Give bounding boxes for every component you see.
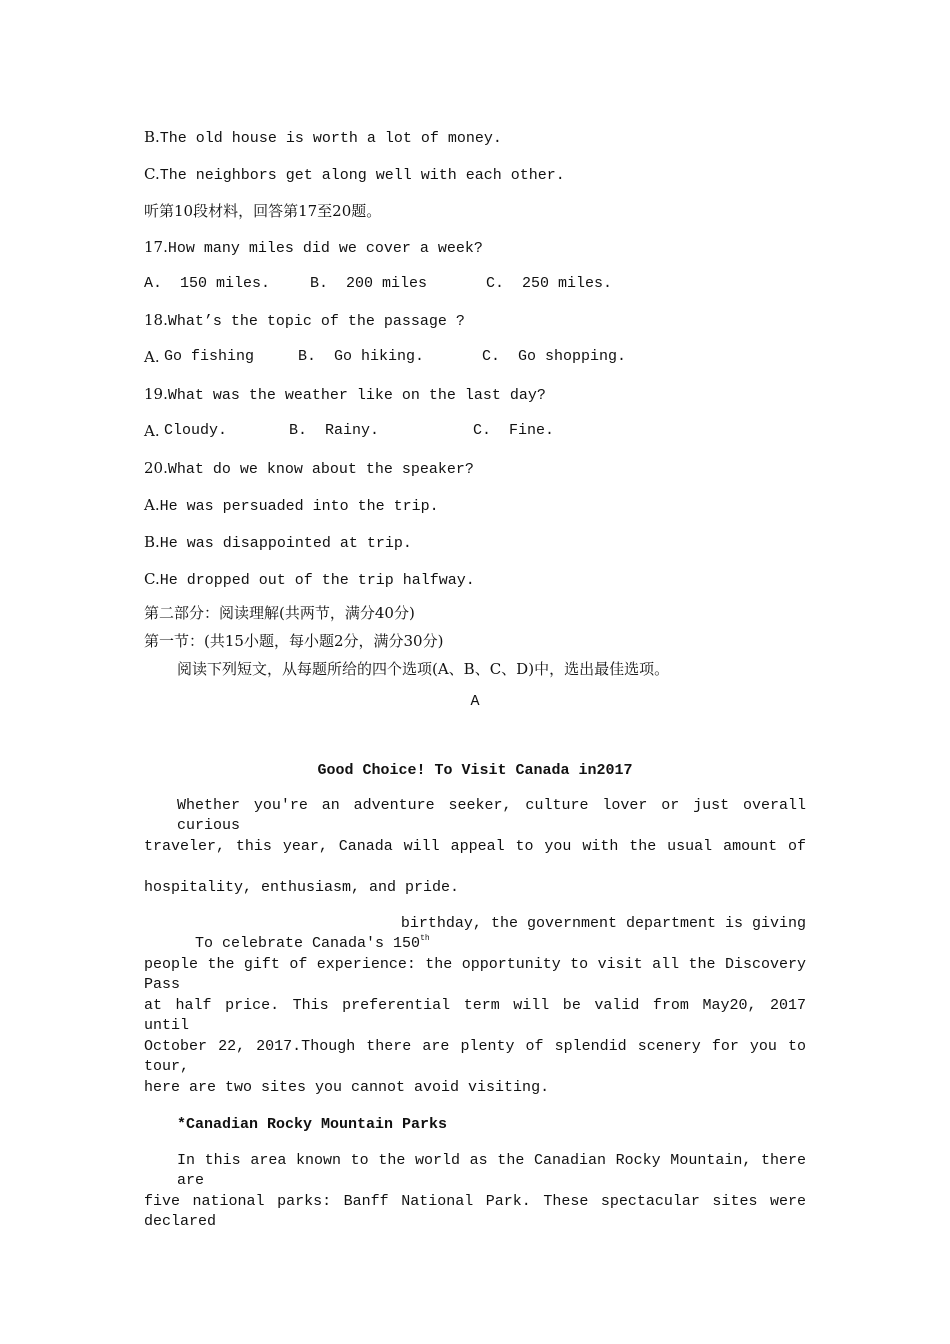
part2-heading: 第二部分：阅读理解(共两节，满分40分) xyxy=(144,604,415,622)
passage-letter: A xyxy=(470,693,480,710)
option-label: B. xyxy=(144,128,160,146)
q19-options xyxy=(144,421,806,441)
section1-heading: 第一节：(共15小题，每小题2分，满分30分) xyxy=(144,632,444,650)
q18-options xyxy=(144,347,806,367)
q19-option-b: B. Rainy. xyxy=(289,422,380,439)
q18-option-a-text: Go fishing xyxy=(164,348,255,365)
q20-option-b xyxy=(144,532,412,554)
q16-option-c xyxy=(144,164,565,186)
option-text: The old house is worth a lot of money. xyxy=(159,130,502,147)
q17-option-b: B. 200 miles xyxy=(310,275,428,292)
option-text: He was persuaded into the trip. xyxy=(159,498,439,515)
p3-line1: In this area known to the world as the Canadian Rocky Mountain, there are xyxy=(177,1152,806,1189)
q20-option-a xyxy=(144,495,439,517)
q18-option-a-label: A. xyxy=(144,348,160,366)
subheading-rocky-mountain: *Canadian Rocky Mountain Parks xyxy=(177,1116,448,1133)
q16-option-b xyxy=(144,127,502,149)
q19-option-a-label: A. xyxy=(144,422,160,440)
question-text: What do we know about the speaker? xyxy=(167,461,474,478)
p3-line2: five national parks: Banff National Park. These spectacular sites were declared xyxy=(144,1193,806,1230)
q19-option-a-text: Cloudy. xyxy=(164,422,228,439)
question-number: 17. xyxy=(144,238,168,256)
q17-option-a: A. 150 miles. xyxy=(144,275,271,292)
p1-line1: Whether you're an adventure seeker, culture lover or just overall curious xyxy=(177,797,806,834)
question-19 xyxy=(144,384,546,406)
q17-options xyxy=(144,274,806,294)
question-20 xyxy=(144,458,474,480)
q18-option-c: C. Go shopping. xyxy=(482,348,627,365)
question-text: How many miles did we cover a week? xyxy=(167,240,483,257)
option-label: B. xyxy=(144,533,160,551)
p2-line1-a: To celebrate Canada's 150 xyxy=(195,935,421,952)
q20-option-c xyxy=(144,569,475,591)
option-label: A. xyxy=(144,496,160,514)
q18-option-b: B. Go hiking. xyxy=(298,348,425,365)
p2-line3: at half price. This preferential term will be valid from May20, 2017 until xyxy=(144,997,806,1034)
option-label: C. xyxy=(144,165,160,183)
question-18 xyxy=(144,310,465,332)
option-text: He was disappointed at trip. xyxy=(159,535,412,552)
option-label: C. xyxy=(144,570,160,588)
option-text: He dropped out of the trip halfway. xyxy=(159,572,475,589)
question-number: 20. xyxy=(144,459,168,477)
p1-line2: traveler, this year, Canada will appeal to you with the usual amount of xyxy=(144,838,806,855)
question-17 xyxy=(144,237,483,259)
q19-option-c: C. Fine. xyxy=(473,422,555,439)
section10-instruction: 听第10段材料，回答第17至20题。 xyxy=(144,202,382,220)
question-number: 19. xyxy=(144,385,168,403)
p1-line3: hospitality, enthusiasm, and pride. xyxy=(144,879,460,896)
article-title: Good Choice! To Visit Canada in2017 xyxy=(317,762,633,779)
p2-line1-b: birthday, the government department is giving xyxy=(391,915,806,932)
p2-line1 xyxy=(177,914,806,954)
p2-line5: here are two sites you cannot avoid visiting. xyxy=(144,1079,550,1096)
q17-option-c: C. 250 miles. xyxy=(486,275,613,292)
option-text: The neighbors get along well with each other. xyxy=(159,167,565,184)
question-text: What’s the topic of the passage ? xyxy=(167,313,465,330)
ordinal-suffix: th xyxy=(420,934,430,943)
p2-line4: October 22, 2017.Though there are plenty of splendid scenery for you to tour, xyxy=(144,1038,806,1075)
question-number: 18. xyxy=(144,311,168,329)
reading-instruction: 阅读下列短文，从每题所给的四个选项(A、B、C、D)中，选出最佳选项。 xyxy=(177,660,670,678)
p2-line2: people the gift of experience: the opportunity to visit all the Discovery Pass xyxy=(144,956,806,993)
question-text: What was the weather like on the last day? xyxy=(167,387,546,404)
